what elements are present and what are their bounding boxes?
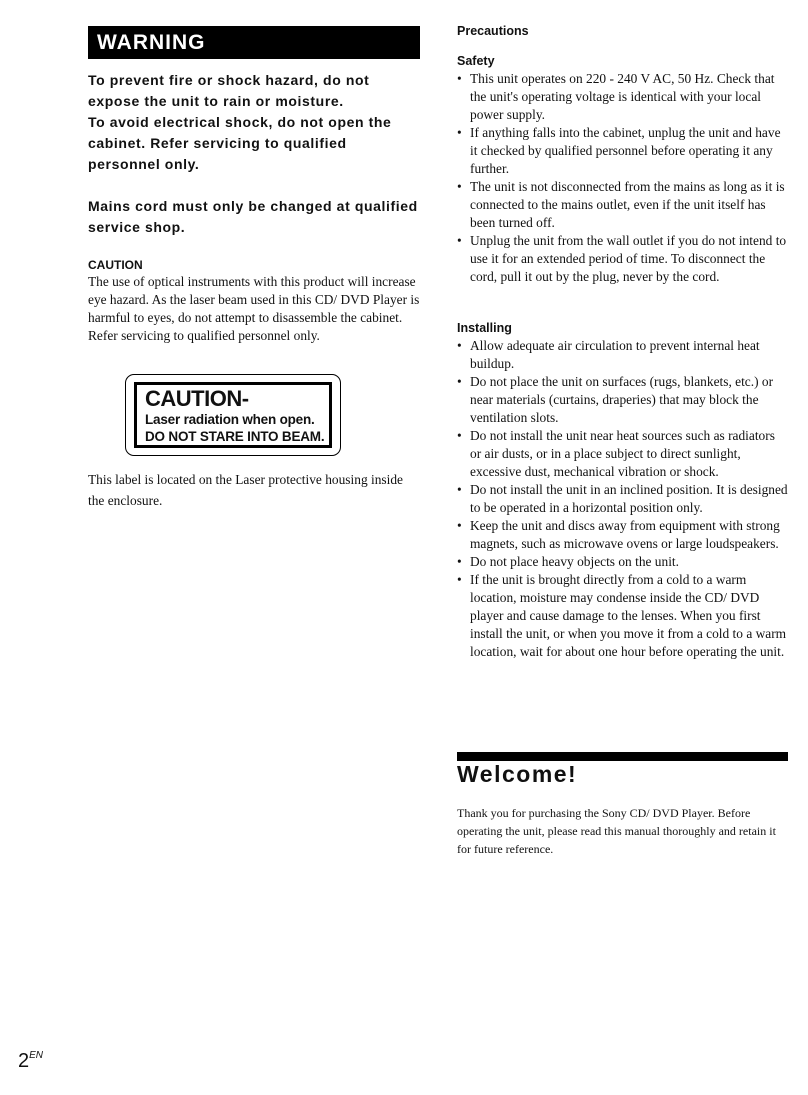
caution-refer: Refer servicing to qualified personnel only. (88, 328, 320, 343)
caution-heading: CAUTION (88, 258, 143, 272)
precautions-heading: Precautions (457, 24, 529, 38)
warning-line-rain: To prevent fire or shock hazard, do not expose the unit to rain or moisture. (88, 72, 370, 109)
list-item: • Do not install the unit in an inclined position. It is designed to be operated in a horizontal position only. (457, 481, 789, 517)
list-item: • The unit is not disconnected from the mains as long as it is connected to the mains outlet, even if the unit itself has been turned off. (457, 178, 789, 232)
page-number-value: 2 (18, 1050, 30, 1072)
safety-list (457, 70, 789, 286)
list-item: • Do not place the unit on surfaces (rugs, blankets, etc.) or near materials (curtains, draperies) that may block the ventilation slots. (457, 373, 789, 427)
installing-heading: Installing (457, 321, 512, 335)
label-line-2: DO NOT STARE INTO BEAM. (145, 429, 325, 444)
mains-cord-warning: Mains cord must only be changed at qualified service shop. (88, 198, 418, 235)
welcome-heading: Welcome! (457, 761, 578, 787)
section-divider (457, 752, 788, 761)
installing-list (457, 337, 789, 661)
page-language-suffix: EN (29, 1050, 44, 1061)
page-number (18, 1050, 43, 1073)
laser-caution-label (134, 382, 332, 448)
safety-heading: Safety (457, 54, 495, 68)
label-title: CAUTION- (145, 386, 249, 411)
label-line-1: Laser radiation when open. (145, 412, 315, 427)
list-item: • Keep the unit and discs away from equipment with strong magnets, such as microwave ovens or large loudspeakers. (457, 517, 789, 553)
warning-text (88, 70, 418, 175)
caution-text: The use of optical instruments with this product will increase eye hazard. As the laser beam used in this CD/ DVD Player is harmful to eyes, do not attempt to disassemble the cabinet. (88, 274, 420, 325)
list-item: • If anything falls into the cabinet, unplug the unit and have it checked by qualified personnel before operating it any further. (457, 124, 789, 178)
list-item: • Allow adequate air circulation to prevent internal heat buildup. (457, 337, 789, 373)
label-location-note: This label is located on the Laser protective housing inside the enclosure. (88, 472, 403, 508)
warning-line-shock: To avoid electrical shock, do not open the cabinet. Refer servicing to qualified personnel only. (88, 114, 392, 172)
list-item: • If the unit is brought directly from a cold to a warm location, moisture may condense inside the CD/ DVD player and cause damage to the lenses. When you first install the unit, or when you move it from a cold to a warm location, wait for about one hour before operating the unit. (457, 571, 789, 661)
caution-body (88, 273, 420, 345)
list-item: • Do not place heavy objects on the unit. (457, 553, 789, 571)
list-item: • Do not install the unit near heat sources such as radiators or air dusts, or in a place subject to direct sunlight, excessive dust, mechanical vibration or shock. (457, 427, 789, 481)
warning-heading: WARNING (88, 26, 420, 59)
list-item: • This unit operates on 220 - 240 V AC, 50 Hz. Check that the unit's operating voltage is identical with your local power supply. (457, 70, 789, 124)
welcome-text: Thank you for purchasing the Sony CD/ DVD Player. Before operating the unit, please read this manual thoroughly and retain it for future reference. (457, 806, 776, 856)
list-item: • Unplug the unit from the wall outlet if you do not intend to use it for an extended period of time. To disconnect the cord, pull it out by the plug, never by the cord. (457, 232, 789, 286)
